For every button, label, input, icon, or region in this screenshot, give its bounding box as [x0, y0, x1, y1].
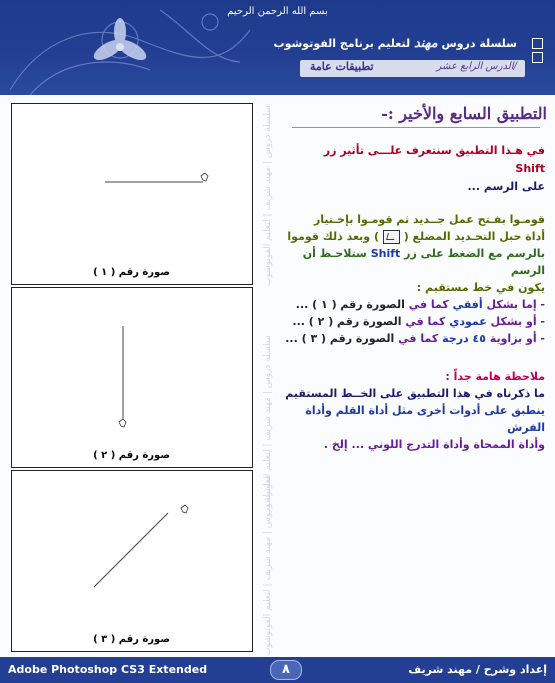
topic-label: تطبيقات عامة	[310, 60, 374, 73]
series-suffix: لتعليم برنامج الفوتوشوب	[273, 37, 411, 50]
bullet-2	[283, 313, 545, 330]
horizontal-line-illustration	[12, 104, 252, 284]
basmala: بسم الله الرحمن الرحيم	[227, 6, 328, 17]
note-line-2: ينطبق على أدوات أخرى مثل أداة القلم وأداة الفرش	[305, 404, 545, 434]
lesson-label: الدرس الرابع عشر/	[436, 61, 517, 72]
bullet-3a: - أو بزاوية	[489, 332, 545, 345]
note-paragraph	[283, 368, 545, 453]
bullet-3b: ٤٥ درجة	[442, 332, 486, 345]
step-line-2a: أداة حبل التحـديد المضلع (	[403, 230, 545, 243]
author-credit: إعداد وشرح / مهند شريف	[408, 663, 547, 676]
lasso-cursor-icon	[119, 419, 126, 427]
heading-underline	[292, 127, 540, 128]
bullet-2a: - أو بشكل	[490, 315, 545, 328]
square-icon	[532, 38, 543, 49]
section-heading: التطبيق السابع والأخير :-	[381, 104, 547, 123]
watermark-text: سلسلة دروس | مهند شريف | لتعليم الفوتوشوب	[263, 335, 273, 516]
step-line-3	[283, 245, 545, 279]
bullet-2d: الصورة رقم ( ٢ ) ...	[292, 315, 402, 328]
bullet-1d: الصورة رقم ( ١ ) ...	[295, 298, 405, 311]
step-line-4: يكون في خط مستقيم :	[416, 281, 545, 294]
bullet-1b: أفقي	[452, 298, 483, 311]
bullet-2c: كما في	[405, 315, 446, 328]
figure-caption: صورة رقم ( ٢ )	[93, 450, 170, 461]
polygonal-lasso-icon	[383, 230, 400, 244]
bullet-1	[283, 296, 545, 313]
bullet-2b: عمودي	[449, 315, 487, 328]
bullet-3d: الصورة رقم ( ٣ ) ...	[285, 332, 395, 345]
lasso-cursor-icon	[181, 505, 188, 513]
diagonal-line-illustration	[12, 471, 252, 651]
step-line-2b: ) وبعد ذلك قوموا	[287, 230, 379, 243]
page-number: ٨	[270, 660, 302, 680]
figure-caption: صورة رقم ( ١ )	[93, 267, 170, 278]
step-line-1: قومـوا بفـتح عمل جــديد ثم قومـوا بإخـتيار	[313, 213, 545, 226]
figure-2	[11, 287, 253, 468]
note-line-3: وأداة الممحاة وأداة التدرج اللوني ... إلخ .	[323, 438, 545, 451]
series-title	[274, 36, 517, 51]
footer-bar	[0, 657, 555, 683]
figure-caption: صورة رقم ( ٣ )	[93, 634, 170, 645]
step-line-3b: ستلاحـظ أن الرسم	[302, 247, 545, 277]
shift-key-text: Shift	[370, 247, 401, 260]
note-line-1: ما ذكرناه في هذا التطبيق على الخــط المستقيم	[285, 387, 545, 400]
header-banner	[0, 0, 555, 95]
intro-line-1: في هـذا التطبيق سنتعرف علـــى تأثير زر Shift	[323, 144, 545, 175]
lesson-band	[300, 60, 525, 77]
bullet-1a: - إما بشكل	[486, 298, 545, 311]
vertical-line-illustration	[12, 288, 252, 467]
app-name: Adobe Photoshop CS3 Extended	[8, 663, 208, 676]
series-brand: مهند	[413, 36, 438, 51]
intro-line-2: على الرسم ...	[467, 180, 545, 193]
bullet-1c: كما في	[408, 298, 449, 311]
steps-paragraph	[283, 211, 545, 347]
step-line-3a: بالرسم مع الضغط على زر	[404, 247, 545, 260]
figure-1	[11, 103, 253, 285]
figure-3	[11, 470, 253, 652]
intro-paragraph	[295, 142, 545, 196]
watermark-text: سلسلة دروس | مهند شريف | لتعليم الفوتوشوب	[263, 105, 273, 286]
watermark-text: سلسلة دروس | مهند شريف | لتعليم الفوتوشوب	[263, 475, 273, 656]
lasso-cursor-icon	[201, 173, 208, 181]
series-prefix: سلسلة دروس	[441, 37, 517, 50]
note-title: ملاحظة هامة جداً :	[445, 370, 545, 383]
bullet-3	[283, 330, 545, 347]
watermark-strip	[255, 96, 285, 656]
bullet-3c: كما في	[398, 332, 439, 345]
square-icon	[532, 52, 543, 63]
step-line-2	[283, 228, 545, 245]
